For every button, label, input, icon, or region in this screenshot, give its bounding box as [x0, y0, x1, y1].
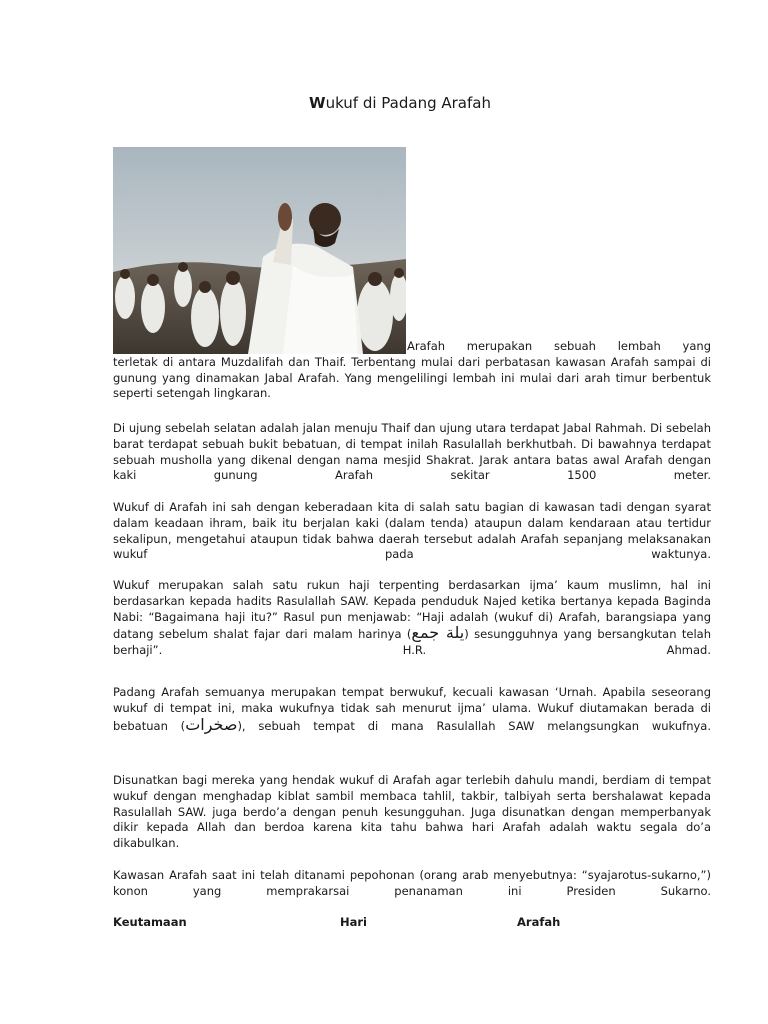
title-first-letter: W	[309, 94, 326, 112]
paragraph-4-text-after: ) sesungguhnya yang bersangkutan telah berhaji”. H.R. Ahmad.	[113, 627, 712, 658]
document-title	[0, 94, 768, 112]
pilgrims-photo	[113, 147, 406, 354]
paragraph-5-text-after: ), sebuah tempat di mana Rasulallah SAW melangsungkan wukufnya.	[237, 718, 711, 733]
paragraph-2: Di ujung sebelah selatan adalah jalan menuju Thaif dan ujung utara terdapat Jabal Rahmah. Di sebelah barat terdapat sebuah bukit bebatuan, di tempat inilah Rasulallah berkhutbah. Di bawahnya terdapat sebuah musholla yang dikenal dengan nama mesjid Shakrat. Jarak antara batas awal Arafah dengan kaki gunung Arafah sekitar 1500 meter.	[113, 421, 711, 483]
arabic-phrase-shakharat: صخرات	[185, 714, 238, 734]
paragraph-5	[113, 685, 711, 734]
title-rest: ukuf di Padang Arafah	[325, 94, 491, 112]
paragraph-4	[113, 578, 711, 659]
arabic-phrase-jam: يلة جمع	[411, 623, 465, 643]
heading-word-keutamaan: Keutamaan	[113, 915, 187, 929]
heading-word-hari: Hari	[340, 915, 367, 929]
paragraph-1-body: terletak di antara Muzdalifah dan Thaif. Terbentang mulai dari perbatasan kawasan Arafah sampai di gunung yang dinamakan Jabal Arafah. Yang mengelilingi lembah ini mulai dari arah timur berbentuk seperti setengah lingkaran.	[113, 354, 711, 401]
paragraph-6: Disunatkan bagi mereka yang hendak wukuf di Arafah agar terlebih dahulu mandi, berdiam di tempat wukuf dengan menghadap kiblat sambil membaca tahlil, takbir, talbiyah serta bershalawat kepada Rasulallah SAW. juga berdo’a dengan penuh kesungguhan. Juga disunatkan dengan memperbanyak dikir kepada Allah dan berdoa karena kita tahu bahwa hari Arafah adalah waktu segala do’a dikabulkan.	[113, 773, 711, 851]
paragraph-5-text-before: Padang Arafah semuanya merupakan tempat berwukuf, kecuali kawasan ‘Urnah. Apabila seseorang wukuf di tempat ini, maka wukufnya tidak sah menurut ijma’ ulama. Wukuf diutamakan berada di bebatuan (	[113, 685, 711, 733]
paragraph-7: Kawasan Arafah saat ini telah ditanami pepohonan (orang arab menyebutnya: “syajarotus-sukarno,”) konon yang memprakarsai penanaman ini Presiden Sukarno.	[113, 868, 711, 898]
heading-word-arafah: Arafah	[517, 915, 561, 929]
paragraph-1-first-line: Arafah merupakan sebuah lembah yang	[407, 339, 711, 353]
paragraph-3: Wukuf di Arafah ini sah dengan keberadaan kita di salah satu bagian di kawasan tadi dengan syarat dalam keadaan ihram, baik itu berjalan kaki (dalam tenda) ataupun dalam kendaraan atau tertidur sekalipun, mengetahui ataupun tidak bahwa daerah tersebut adalah Arafah sepanjang melaksanakan wukuf pada waktunya.	[113, 500, 711, 562]
paragraph-4-text-before: Wukuf merupakan salah satu rukun haji terpenting berdasarkan ijma’ kaum muslimn, hal ini berdasarkan kepada hadits Rasulallah SAW. Kepada penduduk Najed ketika bertanya kepada Baginda Nabi: “Bagaimana haji itu?” Rasul pun menjawab: “Haji adalah (wukuf di) Arafah, barangsiapa yang datang sebelum shalat fajar dari malam harinya (	[113, 578, 711, 642]
paragraph-1	[113, 339, 711, 402]
